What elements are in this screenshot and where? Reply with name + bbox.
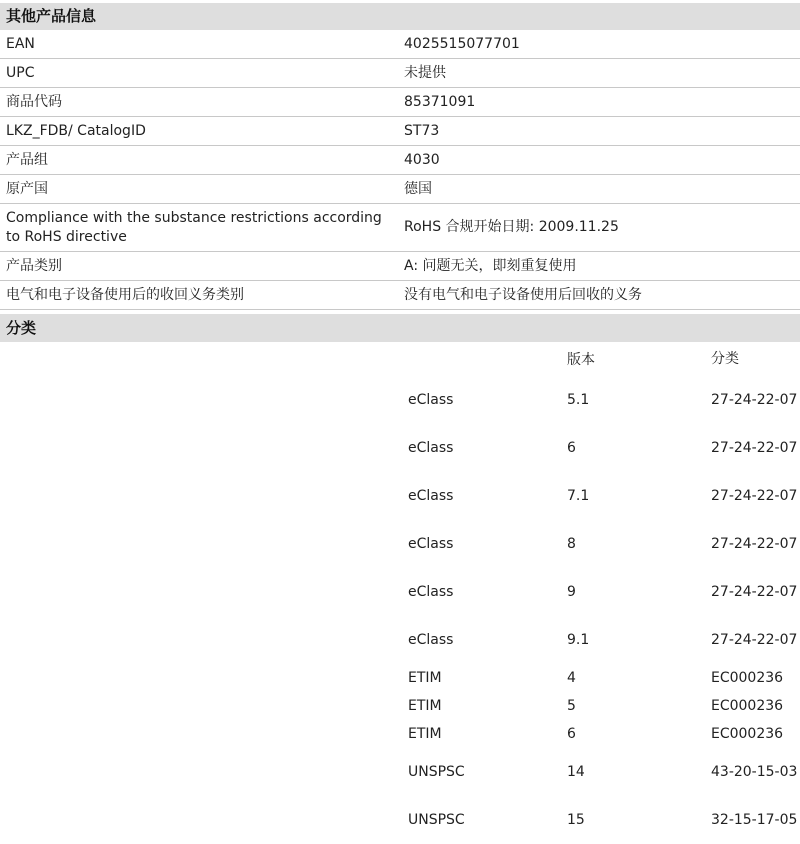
classification-system: UNSPSC [408, 812, 465, 828]
classification-version: 5 [567, 698, 576, 714]
table-row [0, 720, 800, 748]
section-header-classification: 分类 [0, 314, 800, 342]
info-key: 原产国 [6, 180, 48, 197]
table-row [0, 520, 800, 568]
info-row-product-group [0, 146, 800, 175]
classification-code: 32-15-17-05 [711, 811, 798, 828]
classification-system: eClass [408, 392, 454, 408]
table-row [0, 376, 800, 424]
info-value: 4025515077701 [404, 35, 520, 52]
classification-version: 15 [567, 812, 585, 828]
classification-version: 9.1 [567, 632, 590, 648]
info-value: A: 问题无关，即刻重复使用 [404, 257, 577, 274]
table-row [0, 748, 800, 796]
info-row-country-of-origin [0, 175, 800, 204]
classification-version: 7.1 [567, 488, 590, 504]
info-key: Compliance with the substance restrictions according to RoHS directive [6, 209, 382, 245]
classification-system: eClass [408, 488, 454, 504]
info-row-commodity-code [0, 88, 800, 117]
table-row [0, 664, 800, 692]
classification-system: eClass [408, 632, 454, 648]
info-value: 未提供 [404, 64, 446, 81]
classification-system: UNSPSC [408, 764, 465, 780]
classification-code: EC000236 [711, 697, 784, 714]
product-info-table [0, 30, 800, 310]
classification-code: EC000236 [711, 669, 784, 686]
column-header-class: 分类 [711, 350, 739, 367]
info-key: 产品类别 [6, 257, 62, 274]
info-row-weee-category [0, 281, 800, 310]
classification-version: 6 [567, 440, 576, 456]
info-key: 电气和电子设备使用后的收回义务类别 [6, 286, 244, 303]
classification-header-row [0, 342, 800, 376]
info-row-ean [0, 30, 800, 59]
classification-version: 14 [567, 764, 585, 780]
column-header-version: 版本 [567, 352, 595, 368]
info-row-upc [0, 59, 800, 88]
info-value: 85371091 [404, 93, 476, 110]
classification-table [0, 342, 800, 844]
info-row-product-category [0, 252, 800, 281]
info-key: LKZ_FDB/ CatalogID [6, 122, 146, 139]
info-key: 产品组 [6, 151, 48, 168]
classification-code: 27-24-22-07 [711, 535, 798, 552]
classification-version: 5.1 [567, 392, 590, 408]
table-row [0, 796, 800, 844]
classification-code: 27-24-22-07 [711, 439, 798, 456]
classification-system: ETIM [408, 726, 442, 742]
classification-code: 27-24-22-07 [711, 487, 798, 504]
classification-code: 27-24-22-07 [711, 391, 798, 408]
classification-system: eClass [408, 440, 454, 456]
classification-system: ETIM [408, 698, 442, 714]
table-row [0, 616, 800, 664]
info-key: EAN [6, 35, 35, 52]
classification-code: 27-24-22-07 [711, 631, 798, 648]
classification-system: eClass [408, 536, 454, 552]
classification-system: ETIM [408, 670, 442, 686]
info-value: ST73 [404, 122, 440, 139]
classification-code: EC000236 [711, 725, 784, 742]
info-row-rohs [0, 204, 800, 252]
info-key: 商品代码 [6, 93, 62, 110]
info-key: UPC [6, 64, 35, 81]
classification-code: 27-24-22-07 [711, 583, 798, 600]
classification-system: eClass [408, 584, 454, 600]
table-row [0, 424, 800, 472]
table-row [0, 692, 800, 720]
table-row [0, 568, 800, 616]
section-header-other-info: 其他产品信息 [0, 3, 800, 30]
classification-version: 6 [567, 726, 576, 742]
classification-version: 9 [567, 584, 576, 600]
table-row [0, 472, 800, 520]
info-value: 没有电气和电子设备使用后回收的义务 [404, 286, 642, 303]
info-value: RoHS 合规开始日期: 2009.11.25 [404, 219, 619, 235]
classification-version: 4 [567, 670, 576, 686]
info-row-catalog-id [0, 117, 800, 146]
info-value: 4030 [404, 151, 440, 168]
classification-version: 8 [567, 536, 576, 552]
classification-code: 43-20-15-03 [711, 763, 798, 780]
info-value: 德国 [404, 180, 432, 197]
